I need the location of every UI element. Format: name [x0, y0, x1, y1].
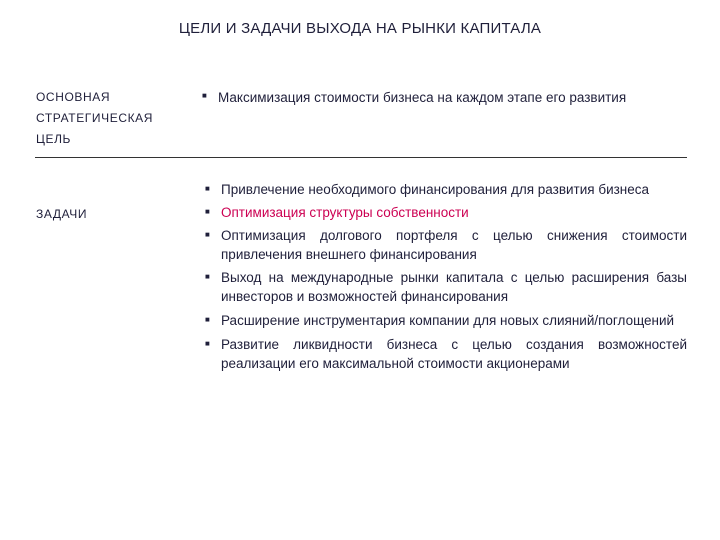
task-text: Привлечение необходимого финансирования для развития бизнеса [221, 182, 650, 197]
goal-label-line: ЦЕЛЬ [36, 132, 72, 146]
bullet-icon: ■ [205, 272, 210, 281]
goal-label [36, 87, 186, 150]
task-list [205, 180, 687, 377]
bullet-icon: ■ [205, 315, 210, 324]
goal-label-line: СТРАТЕГИЧЕСКАЯ [36, 111, 154, 125]
task-item [205, 226, 687, 264]
tasks-label: ЗАДАЧИ [36, 207, 88, 221]
task-text: Оптимизация долгового портфеля с целью снижения стоимости привлечения внешнего финансирования [221, 228, 687, 262]
section-divider [35, 157, 687, 158]
task-item [205, 268, 687, 306]
bullet-icon: ■ [202, 91, 207, 100]
task-text: Развитие ликвидности бизнеса с целью создания возможностей реализации его максимальной стоимости акционерами [221, 337, 687, 371]
goal-text: Максимизация стоимости бизнеса на каждом этапе его развития [218, 90, 627, 105]
task-item [205, 335, 687, 373]
bullet-icon: ■ [205, 207, 210, 216]
goal-item [202, 88, 672, 107]
task-item [205, 180, 687, 199]
task-item [205, 311, 687, 330]
bullet-icon: ■ [205, 339, 210, 348]
task-text: Оптимизация структуры собственности [221, 205, 469, 220]
goal-label-line: ОСНОВНАЯ [36, 90, 111, 104]
page-title: ЦЕЛИ И ЗАДАЧИ ВЫХОДА НА РЫНКИ КАПИТАЛА [178, 20, 542, 37]
bullet-icon: ■ [205, 230, 210, 239]
task-text: Расширение инструментария компании для новых слияний/поглощений [221, 313, 675, 328]
bullet-icon: ■ [205, 184, 210, 193]
task-item-highlighted [205, 203, 687, 222]
task-text: Выход на международные рынки капитала с целью расширения базы инвесторов и возможностей финансирования [221, 270, 687, 304]
